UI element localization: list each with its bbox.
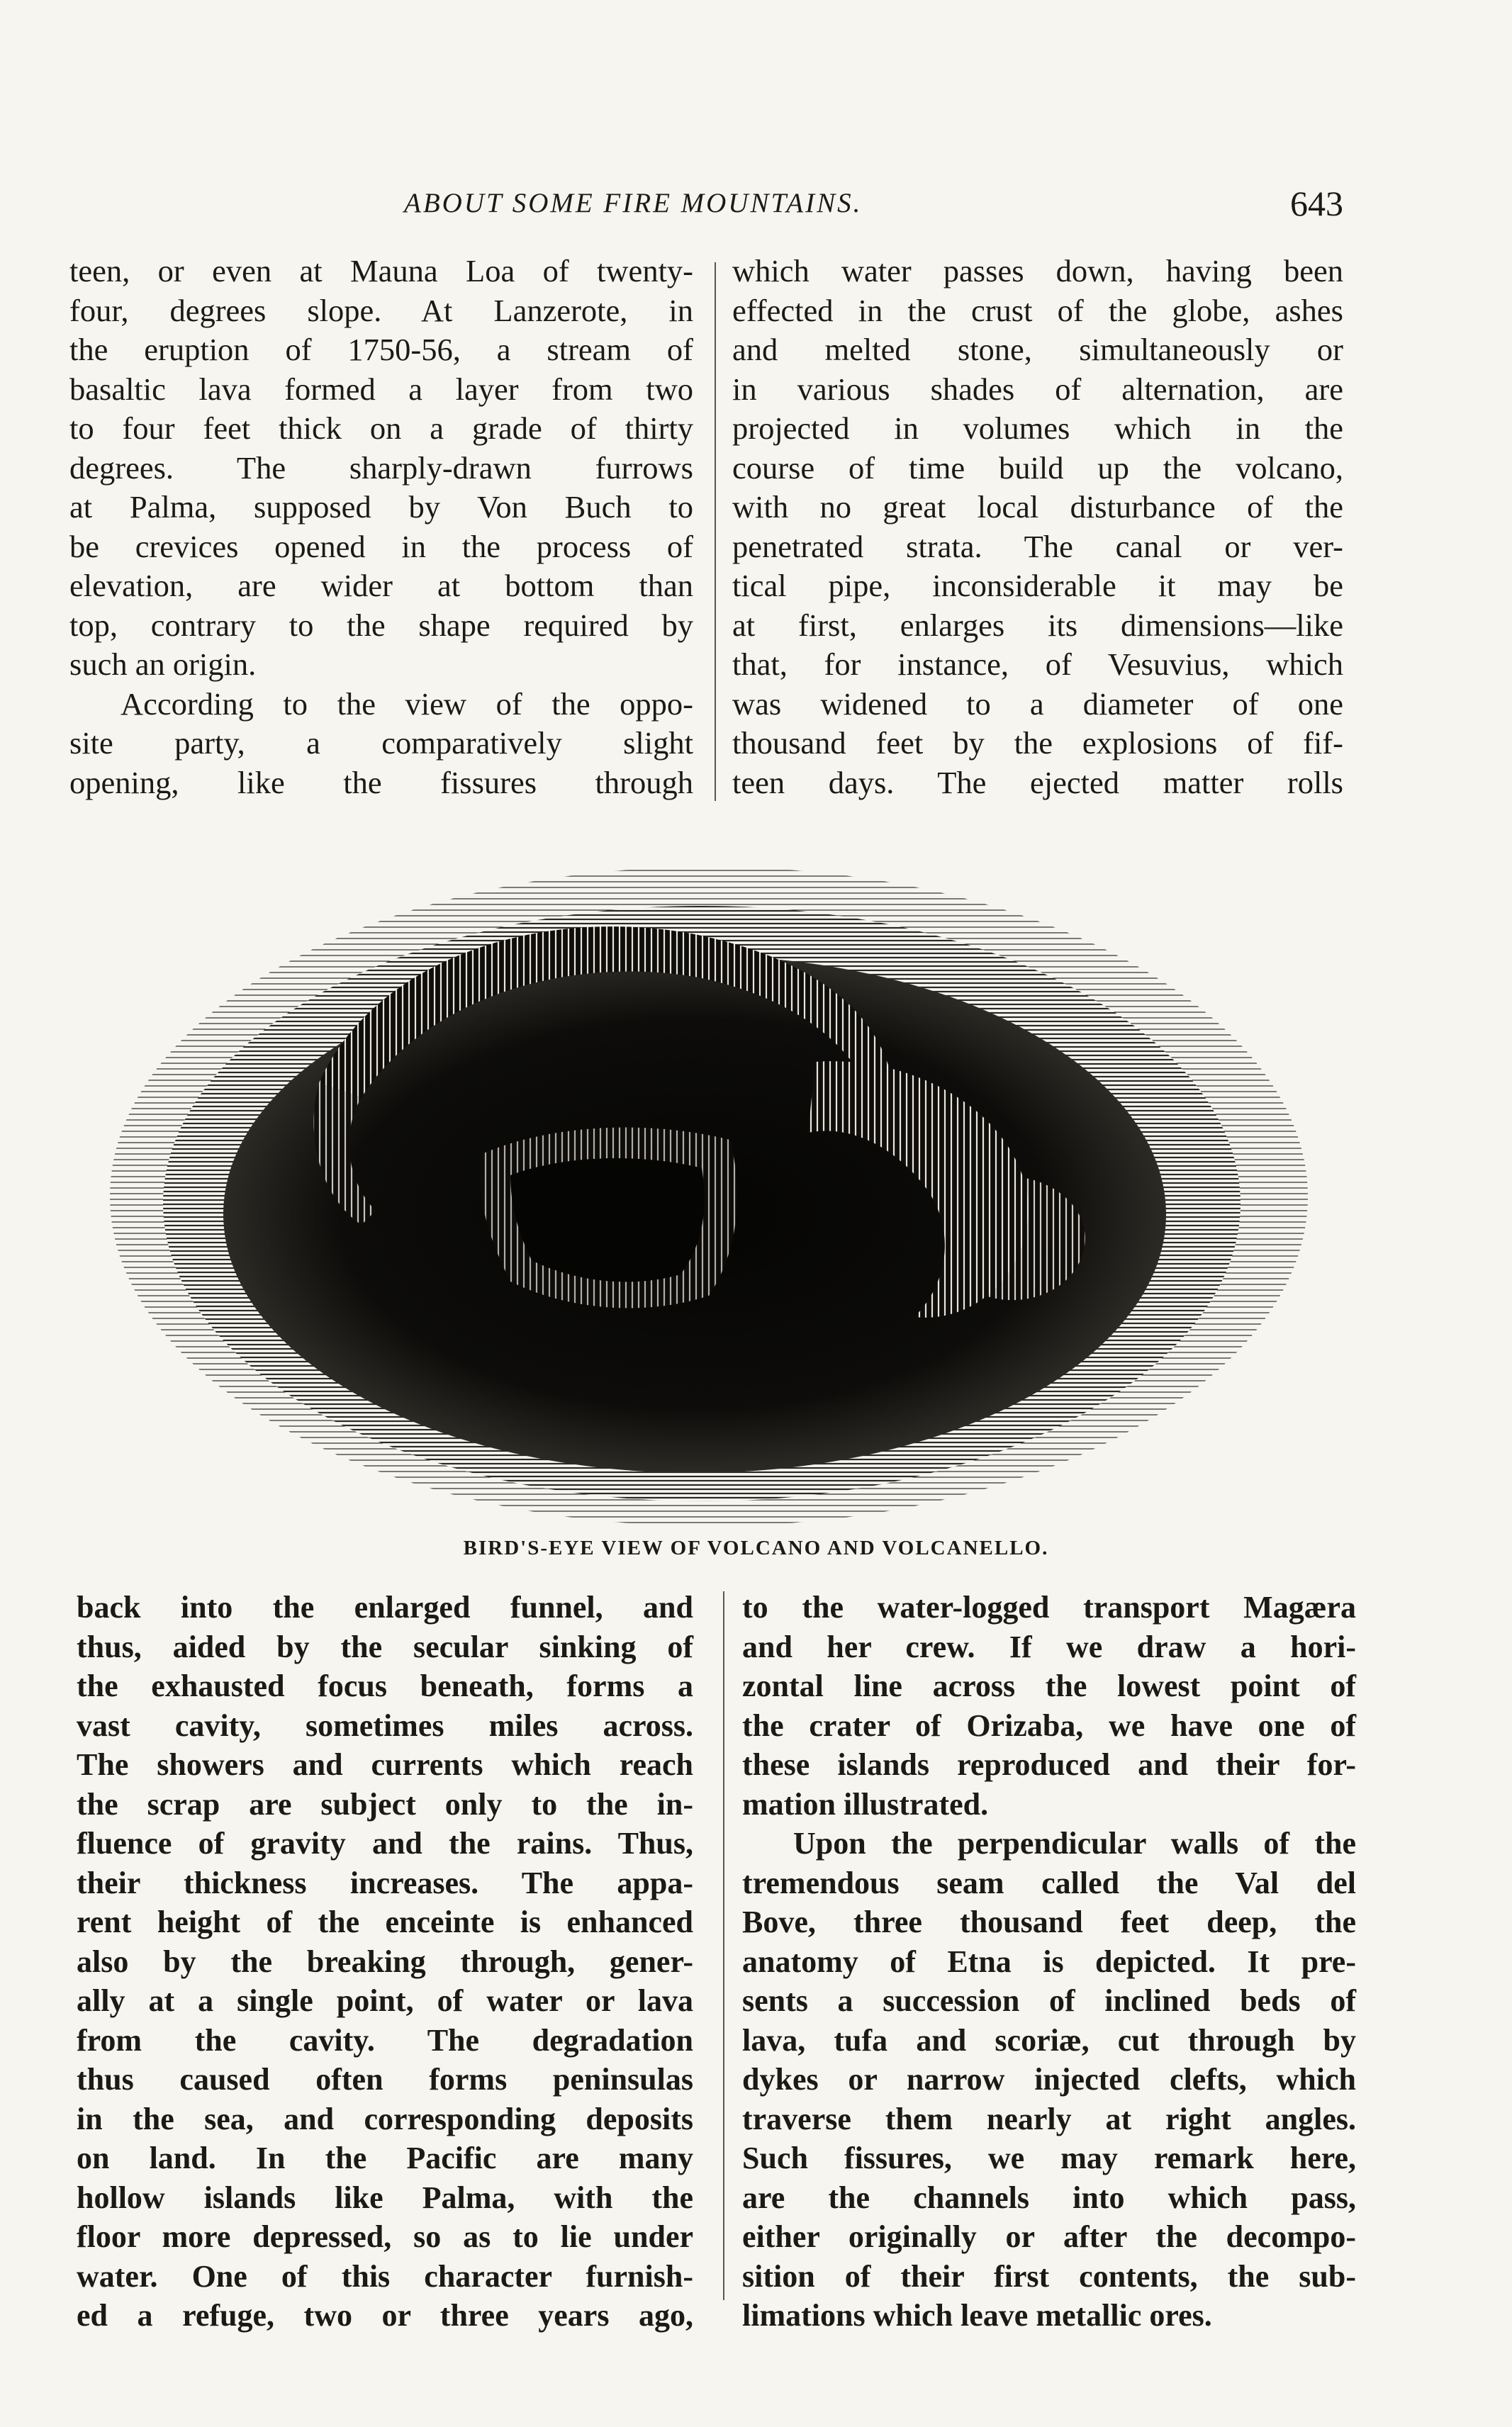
bottom-left-column: [77, 1588, 693, 2336]
text-line: to the water-logged transport Magæra: [742, 1590, 1356, 1625]
text-line: limations which leave metallic ores.: [742, 2298, 1212, 2333]
text-line: with no great local disturbance of the: [732, 489, 1343, 525]
text-line: the eruption of 1750-56, a stream of: [69, 332, 693, 367]
text-line: sents a succession of inclined beds of: [742, 1983, 1356, 2018]
running-title: ABOUT SOME FIRE MOUNTAINS.: [404, 188, 863, 218]
text-line: vast cavity, sometimes miles across.: [77, 1708, 693, 1743]
text-line: these islands reproduced and their for-: [742, 1747, 1356, 1782]
text-line: the crater of Orizaba, we have one of: [742, 1708, 1356, 1743]
text-line: tical pipe, inconsiderable it may be: [732, 568, 1343, 603]
text-line: also by the breaking through, gener-: [77, 1944, 693, 1979]
text-line: such an origin.: [69, 646, 257, 682]
text-line: traverse them nearly at right angles.: [742, 2101, 1356, 2136]
bottom-right-column: [742, 1588, 1356, 2336]
text-line: are the channels into which pass,: [742, 2180, 1356, 2215]
text-line: lava, tufa and scoriæ, cut through by: [742, 2022, 1356, 2058]
text-line: degrees. The sharply-drawn furrows: [69, 449, 693, 486]
text-line: effected in the crust of the globe, ashes: [732, 292, 1343, 328]
text-line: Upon the perpendicular walls of the: [793, 1826, 1356, 1861]
text-line: hollow islands like Palma, with the: [77, 2180, 693, 2215]
text-line: The showers and currents which reach: [77, 1747, 693, 1782]
text-line: opening, like the fissures through: [69, 764, 693, 800]
text-line: anatomy of Etna is depicted. It pre-: [742, 1944, 1356, 1979]
text-line: floor more depressed, so as to lie under: [77, 2219, 693, 2254]
figure-caption: BIRD'S-EYE VIEW OF VOLCANO AND VOLCANELLO.: [463, 1537, 1049, 1559]
page-header: [0, 183, 1512, 225]
text-line: thus caused often forms peninsulas: [77, 2062, 693, 2097]
text-line: four, degrees slope. At Lanzerote, in: [69, 292, 693, 328]
text-line: that, for instance, of Vesuvius, which: [732, 646, 1343, 682]
text-line: penetrated strata. The canal or ver-: [732, 528, 1343, 564]
text-line: rent height of the enceinte is enhanced: [77, 1905, 693, 1939]
text-line: at Palma, supposed by Von Buch to: [69, 489, 693, 525]
text-line: water. One of this character furnish-: [77, 2258, 693, 2294]
text-line: dykes or narrow injected clefts, which: [742, 2062, 1356, 2097]
top-left-column: [69, 252, 693, 802]
text-line: was widened to a diameter of one: [732, 685, 1343, 722]
text-line: thousand feet by the explosions of fif-: [732, 725, 1343, 761]
text-line: which water passes down, having been: [732, 253, 1343, 288]
text-line: According to the view of the oppo-: [121, 685, 693, 722]
text-line: on land. In the Pacific are many: [77, 2141, 693, 2175]
text-line: site party, a comparatively slight: [69, 725, 693, 761]
text-line: projected in volumes which in the: [732, 410, 1343, 446]
text-line: in various shades of alternation, are: [732, 371, 1343, 407]
text-line: Bove, three thousand feet deep, the: [742, 1905, 1356, 1939]
text-line: the scrap are subject only to the in-: [77, 1786, 693, 1822]
text-line: the exhausted focus beneath, forms a: [77, 1669, 693, 1703]
text-line: mation illustrated.: [742, 1786, 989, 1822]
text-line: and melted stone, simultaneously or: [732, 332, 1343, 367]
text-line: tremendous seam called the Val del: [742, 1865, 1356, 1900]
top-right-column: [732, 252, 1343, 802]
text-line: ally at a single point, of water or lava: [77, 1983, 693, 2018]
text-line: ed a refuge, two or three years ago,: [77, 2298, 693, 2333]
text-line: course of time build up the volcano,: [732, 449, 1343, 486]
text-line: and her crew. If we draw a hori-: [742, 1629, 1356, 1664]
text-line: their thickness increases. The appa-: [77, 1865, 693, 1900]
text-line: at first, enlarges its dimensions—like: [732, 607, 1343, 643]
text-line: be crevices opened in the process of: [69, 528, 693, 564]
text-line: in the sea, and corresponding deposits: [77, 2101, 693, 2136]
text-line: top, contrary to the shape required by: [69, 607, 693, 643]
text-line: zontal line across the lowest point of: [742, 1669, 1356, 1703]
cavity-shadow: [510, 1158, 705, 1282]
column-rule: [723, 1591, 724, 2300]
text-line: from the cavity. The degradation: [77, 2022, 693, 2058]
text-line: sition of their first contents, the sub-: [742, 2258, 1356, 2294]
text-line: back into the enlarged funnel, and: [77, 1590, 693, 1625]
text-line: basaltic lava formed a layer from two: [69, 371, 693, 407]
text-line: teen, or even at Mauna Loa of twenty-: [69, 253, 693, 288]
page-number: 643: [1290, 184, 1343, 223]
text-line: either originally or after the decompo-: [742, 2219, 1356, 2254]
text-line: Such fissures, we may remark here,: [742, 2141, 1356, 2175]
text-line: thus, aided by the secular sinking of: [77, 1629, 693, 1664]
column-rule: [715, 262, 716, 801]
text-line: fluence of gravity and the rains. Thus,: [77, 1826, 693, 1861]
volcano-engraving: [106, 828, 1318, 1530]
text-line: to four feet thick on a grade of thirty: [69, 410, 693, 446]
text-line: elevation, are wider at bottom than: [69, 568, 693, 603]
text-line: teen days. The ejected matter rolls: [732, 764, 1343, 800]
